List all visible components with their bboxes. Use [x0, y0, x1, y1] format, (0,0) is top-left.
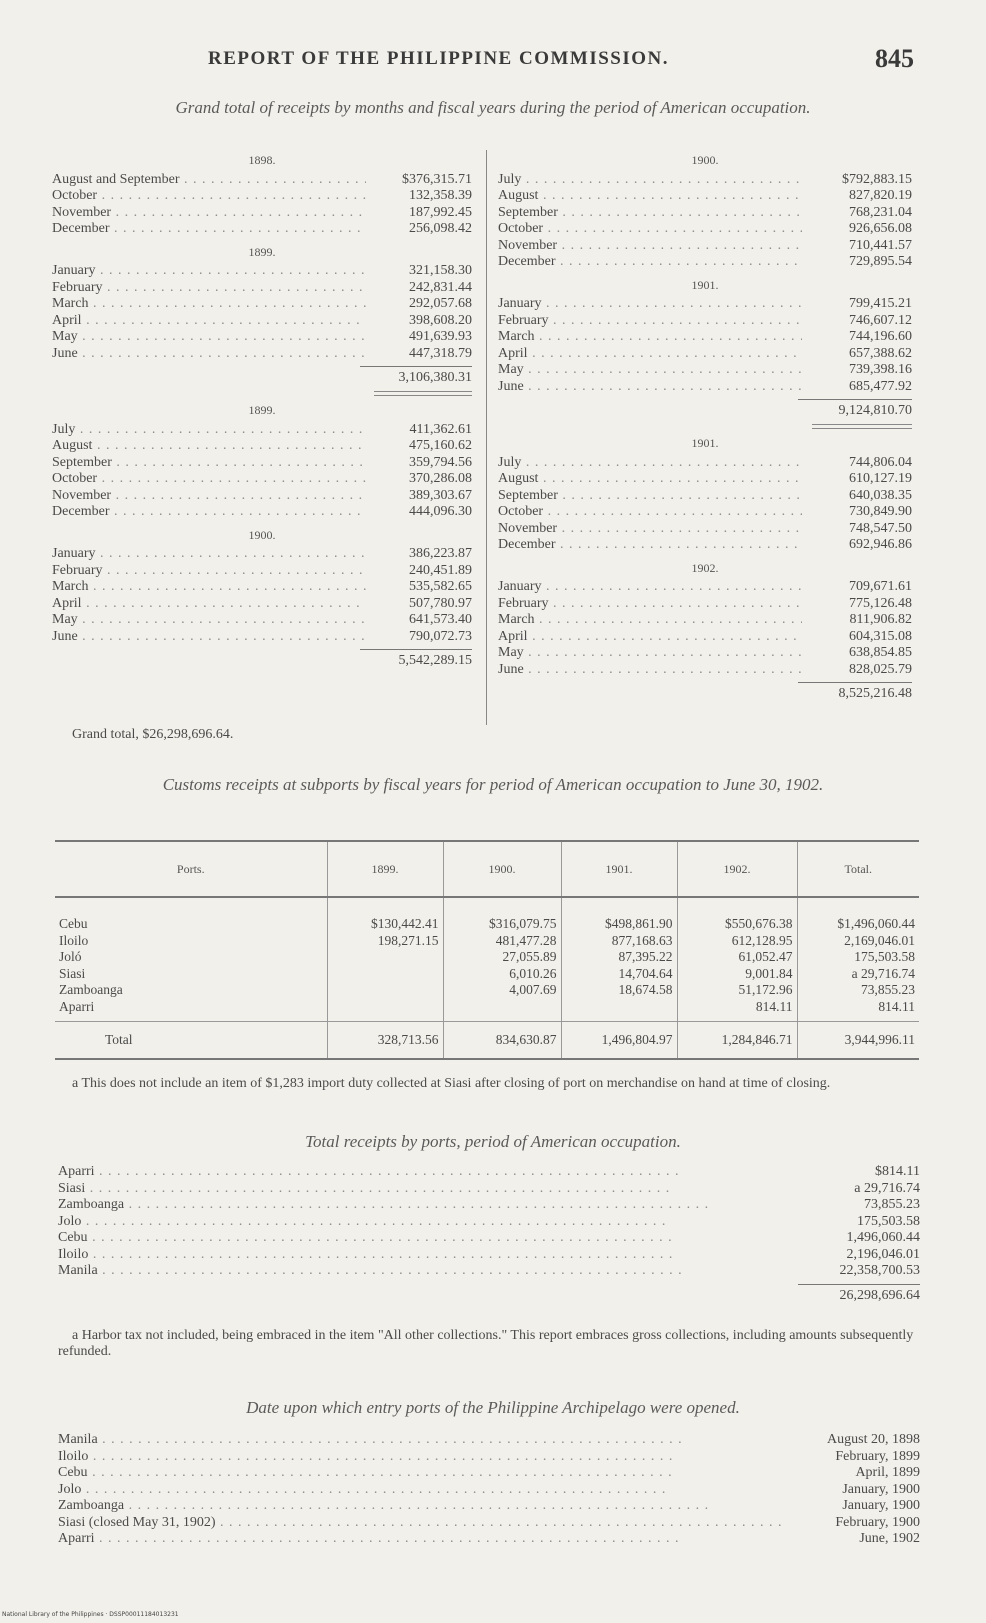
list-item: [58, 1449, 920, 1466]
item-value: January, 1900: [842, 1498, 920, 1513]
item-label: August . . .: [52, 438, 366, 455]
table-cell: 814.11: [677, 999, 797, 1022]
month-list: [52, 546, 472, 645]
item-value: 2,196,046.01: [846, 1246, 920, 1262]
list-item: [498, 221, 912, 238]
table-cell: 877,168.63: [561, 933, 677, 950]
table-cell: 612,128.95: [677, 933, 797, 950]
year-heading: 1900.: [248, 527, 276, 542]
item-value: 638,854.85: [849, 645, 912, 660]
item-value: 370,286.08: [409, 471, 472, 486]
item-value: 359,794.56: [409, 454, 472, 470]
table-cell: 73,855.23: [797, 982, 919, 999]
column-header: 1902.: [677, 841, 797, 897]
list-item: [58, 1263, 920, 1280]
item-label: January . . .: [52, 546, 366, 563]
item-value: $814.11: [875, 1164, 920, 1179]
table-cell: 328,713.56: [327, 1022, 443, 1060]
list-item: [498, 579, 912, 596]
list-item: [52, 471, 472, 488]
item-value: 768,231.04: [849, 204, 912, 220]
list-item: [58, 1181, 920, 1198]
item-label: Iloilo . . .: [58, 1247, 792, 1264]
year-heading: 1899.: [248, 403, 276, 417]
month-list: [498, 455, 912, 554]
table-cell: 27,055.89: [443, 949, 561, 966]
month-list: [52, 172, 472, 238]
table-cell: 18,674.58: [561, 982, 677, 999]
month-list: [498, 579, 912, 678]
table-row: [55, 999, 919, 1022]
item-label: June . . .: [498, 662, 802, 679]
list-item: [498, 488, 912, 505]
monthly-receipts-title: Grand total of receipts by months and fiscal years during the period of American occupation.: [175, 98, 811, 117]
item-label: March . . .: [52, 296, 366, 313]
item-label: November . . .: [498, 521, 802, 538]
table-cell: 3,944,996.11: [797, 1022, 919, 1060]
item-value: a 29,716.74: [854, 1180, 920, 1196]
item-value: 242,831.44: [409, 279, 472, 295]
customs-title: Customs receipts at subports by fiscal years for period of American occupation to June 30, 1902.: [162, 775, 824, 794]
item-value: 386,223.87: [409, 546, 472, 561]
list-item: [52, 612, 472, 629]
item-label: May . . .: [498, 645, 802, 662]
item-value: June, 1902: [859, 1531, 920, 1546]
list-item: [498, 521, 912, 538]
list-item: [498, 362, 912, 379]
item-label: February . . .: [52, 280, 366, 297]
list-item: [52, 422, 472, 439]
list-item: [58, 1247, 920, 1264]
port-name: Cebu: [59, 916, 88, 932]
list-item: [52, 188, 472, 205]
item-label: April . . .: [52, 313, 366, 330]
table-cell: $550,676.38: [677, 897, 797, 933]
year-heading: 1902.: [691, 560, 719, 575]
item-label: Cebu . . .: [58, 1465, 784, 1482]
table-row: [55, 966, 919, 983]
double-rule: [374, 391, 472, 396]
total-label: Total: [55, 1022, 327, 1060]
item-value: February, 1900: [835, 1514, 920, 1530]
item-value: 240,451.89: [409, 562, 472, 578]
list-item: [498, 537, 912, 554]
list-item: [52, 504, 472, 521]
item-value: 610,127.19: [849, 471, 912, 486]
item-label: Zamboanga . . .: [58, 1197, 792, 1214]
list-item: [58, 1498, 920, 1515]
table-cell: 1,284,846.71: [677, 1022, 797, 1060]
list-item: [52, 488, 472, 505]
table-cell: [561, 999, 677, 1022]
ports-receipts-list: [58, 1164, 920, 1305]
item-label: December . . .: [498, 537, 802, 554]
item-value: $792,883.15: [842, 171, 912, 187]
list-item: [58, 1230, 920, 1247]
double-rule: [812, 424, 912, 429]
item-label: November . . .: [498, 238, 802, 255]
table-cell: a 29,716.74: [797, 966, 919, 983]
item-label: November . . .: [52, 205, 366, 222]
table-cell: $498,861.90: [561, 897, 677, 933]
item-label: August . . .: [498, 471, 802, 488]
item-label: September . . .: [498, 488, 802, 505]
item-value: 744,196.60: [849, 329, 912, 344]
list-item: [52, 346, 472, 363]
list-item: [498, 612, 912, 629]
table-cell: 9,001.84: [677, 966, 797, 983]
item-value: 685,477.92: [849, 378, 912, 394]
page-header: [0, 46, 986, 80]
page-number: 845: [875, 44, 914, 73]
table-cell: 87,395.22: [561, 949, 677, 966]
item-label: Zamboanga . . .: [58, 1498, 784, 1515]
item-value: February, 1899: [835, 1448, 920, 1464]
item-value: 657,388.62: [849, 345, 912, 361]
item-label: July . . .: [498, 172, 802, 189]
item-label: March . . .: [52, 579, 366, 596]
item-label: October . . .: [498, 504, 802, 521]
item-label: May . . .: [498, 362, 802, 379]
item-value: 692,946.86: [849, 537, 912, 552]
list-item: [58, 1482, 920, 1499]
list-item: [498, 629, 912, 646]
list-item: [58, 1214, 920, 1231]
list-item: [52, 280, 472, 297]
list-item: [498, 455, 912, 472]
ports-total: 26,298,696.64: [798, 1284, 920, 1305]
customs-table: [55, 840, 919, 1060]
list-item: [52, 329, 472, 346]
item-label: May . . .: [52, 329, 366, 346]
column-header: 1899.: [327, 841, 443, 897]
month-list: [52, 422, 472, 521]
item-value: 256,098.42: [409, 221, 472, 236]
year-heading: 1900.: [691, 153, 719, 167]
list-item: [498, 596, 912, 613]
item-label: Jolo . . .: [58, 1214, 792, 1231]
item-label: April . . .: [498, 346, 802, 363]
item-value: $376,315.71: [402, 171, 472, 187]
item-label: November . . .: [52, 488, 366, 505]
item-label: June . . .: [498, 379, 802, 396]
list-item: [498, 662, 912, 679]
list-item: [498, 346, 912, 363]
item-label: Aparri . . .: [58, 1531, 784, 1548]
page-running-title: REPORT OF THE PHILIPPINE COMMISSION.: [208, 48, 670, 69]
list-item: [58, 1465, 920, 1482]
list-item: [52, 579, 472, 596]
list-item: [498, 313, 912, 330]
item-value: 744,806.04: [849, 454, 912, 470]
item-label: October . . .: [498, 221, 802, 238]
monthly-left-column: [52, 146, 472, 670]
list-item: [58, 1164, 920, 1181]
table-cell: $1,496,060.44: [797, 897, 919, 933]
list-item: [52, 563, 472, 580]
column-header: 1901.: [561, 841, 677, 897]
fiscal-year-total: 3,106,380.31: [360, 366, 472, 387]
item-value: January, 1900: [842, 1481, 920, 1497]
item-label: July . . .: [52, 422, 366, 439]
item-value: 729,895.54: [849, 254, 912, 269]
month-list: [498, 296, 912, 395]
list-item: [498, 238, 912, 255]
table-cell: [327, 949, 443, 966]
table-cell: 481,477.28: [443, 933, 561, 950]
year-heading: 1899.: [248, 244, 276, 259]
list-item: [52, 313, 472, 330]
item-label: Cebu . . .: [58, 1230, 792, 1247]
table-row: [55, 933, 919, 950]
item-label: September . . .: [52, 455, 366, 472]
item-label: April . . .: [52, 596, 366, 613]
list-item: [498, 379, 912, 396]
list-item: [52, 438, 472, 455]
list-item: [52, 546, 472, 563]
item-label: September . . .: [498, 205, 802, 222]
scan-credit: National Library of the Philippines · DSSP00011184013231: [2, 1611, 179, 1618]
table-cell: 198,271.15: [327, 933, 443, 950]
list-item: [498, 254, 912, 271]
list-item: [58, 1197, 920, 1214]
table-cell: 6,010.26: [443, 966, 561, 983]
item-label: Aparri . . .: [58, 1164, 792, 1181]
monthly-right-column: [498, 146, 912, 703]
grand-total: Grand total, $26,298,696.64.: [72, 727, 234, 742]
item-value: 926,656.08: [849, 221, 912, 236]
table-cell: 61,052.47: [677, 949, 797, 966]
item-label: February . . .: [498, 596, 802, 613]
table-cell: 2,169,046.01: [797, 933, 919, 950]
ports-footnote: a Harbor tax not included, being embraced in the item "All other collections." This report embraces gross collections, including amounts subsequently refunded.: [58, 1328, 914, 1359]
item-value: 748,547.50: [849, 520, 912, 536]
list-item: [58, 1515, 920, 1532]
table-row: [55, 897, 919, 933]
list-item: [498, 296, 912, 313]
item-label: January . . .: [498, 296, 802, 313]
ports-receipts-title: Total receipts by ports, period of American occupation.: [305, 1132, 681, 1151]
item-value: 507,780.97: [409, 595, 472, 611]
customs-total-row: [55, 1022, 919, 1060]
entry-ports-list: [58, 1432, 920, 1548]
table-cell: 1,496,804.97: [561, 1022, 677, 1060]
table-cell: [327, 966, 443, 983]
item-value: 187,992.45: [409, 204, 472, 220]
item-value: 475,160.62: [409, 438, 472, 453]
item-value: 730,849.90: [849, 504, 912, 519]
table-cell: 14,704.64: [561, 966, 677, 983]
item-label: January . . .: [52, 263, 366, 280]
item-value: 535,582.65: [409, 579, 472, 594]
item-value: 132,358.39: [409, 188, 472, 203]
list-item: [52, 296, 472, 313]
item-value: 641,573.40: [409, 612, 472, 627]
item-value: 739,398.16: [849, 362, 912, 377]
list-item: [52, 172, 472, 189]
port-rows: [58, 1164, 920, 1280]
port-name: Zamboanga: [59, 982, 123, 998]
year-heading: 1901.: [691, 436, 719, 450]
item-value: 22,358,700.53: [839, 1263, 920, 1278]
item-value: 389,303.67: [409, 487, 472, 503]
list-item: [498, 471, 912, 488]
item-label: March . . .: [498, 329, 802, 346]
list-item: [52, 629, 472, 646]
customs-header-row: [55, 841, 919, 897]
table-cell: 175,503.58: [797, 949, 919, 966]
table-cell: 834,630.87: [443, 1022, 561, 1060]
list-item: [52, 455, 472, 472]
item-value: 710,441.57: [849, 237, 912, 253]
table-cell: [327, 999, 443, 1022]
list-item: [58, 1432, 920, 1449]
item-value: 604,315.08: [849, 628, 912, 644]
list-item: [498, 504, 912, 521]
item-label: August and September . . .: [52, 172, 366, 189]
fiscal-year-total: 8,525,216.48: [798, 682, 912, 703]
table-cell: 4,007.69: [443, 982, 561, 999]
table-cell: 814.11: [797, 999, 919, 1022]
item-value: 827,820.19: [849, 188, 912, 203]
item-label: April . . .: [498, 629, 802, 646]
item-label: July . . .: [498, 455, 802, 472]
item-label: Siasi . . .: [58, 1181, 792, 1198]
list-item: [52, 205, 472, 222]
item-label: Jolo . . .: [58, 1482, 784, 1499]
table-cell: 51,172.96: [677, 982, 797, 999]
column-header: Ports.: [55, 841, 327, 897]
table-row: [55, 949, 919, 966]
item-value: 746,607.12: [849, 312, 912, 328]
month-list: [52, 263, 472, 362]
entry-ports-title: Date upon which entry ports of the Philippine Archipelago were opened.: [246, 1398, 740, 1417]
month-list: [498, 172, 912, 271]
item-label: February . . .: [52, 563, 366, 580]
item-value: 828,025.79: [849, 661, 912, 677]
port-name: Aparri: [59, 998, 95, 1014]
list-item: [58, 1531, 920, 1548]
item-value: 73,855.23: [864, 1197, 920, 1212]
list-item: [52, 263, 472, 280]
item-label: December . . .: [52, 504, 366, 521]
item-value: 491,639.93: [409, 329, 472, 344]
item-label: February . . .: [498, 313, 802, 330]
port-name: Iloilo: [59, 932, 89, 948]
fiscal-year-total: 9,124,810.70: [798, 399, 912, 420]
column-divider: [486, 150, 487, 725]
item-value: 709,671.61: [849, 579, 912, 594]
item-value: 321,158.30: [409, 263, 472, 278]
item-value: 292,057.68: [409, 296, 472, 311]
item-value: 398,608.20: [409, 312, 472, 328]
item-value: 175,503.58: [857, 1213, 920, 1229]
item-label: May . . .: [52, 612, 366, 629]
date-rows: [58, 1432, 920, 1548]
table-cell: [327, 982, 443, 999]
list-item: [52, 221, 472, 238]
table-cell: [443, 999, 561, 1022]
year-heading: 1901.: [691, 277, 719, 292]
list-item: [498, 188, 912, 205]
item-label: December . . .: [498, 254, 802, 271]
item-label: January . . .: [498, 579, 802, 596]
list-item: [52, 596, 472, 613]
item-value: 447,318.79: [409, 345, 472, 361]
item-label: June . . .: [52, 346, 366, 363]
port-name: Joló: [59, 949, 82, 965]
item-value: August 20, 1898: [827, 1432, 920, 1447]
column-header: 1900.: [443, 841, 561, 897]
table-row: [55, 982, 919, 999]
item-label: August . . .: [498, 188, 802, 205]
year-heading: 1898.: [248, 153, 276, 167]
item-value: 411,362.61: [409, 421, 472, 437]
customs-footnote: a This does not include an item of $1,283 import duty collected at Siasi after closing of port on merchandise on hand at time of closing.: [72, 1076, 831, 1091]
port-name: Siasi: [59, 965, 86, 981]
list-item: [498, 329, 912, 346]
item-value: 775,126.48: [849, 595, 912, 611]
item-label: Iloilo . . .: [58, 1449, 784, 1466]
list-item: [498, 645, 912, 662]
table-cell: $130,442.41: [327, 897, 443, 933]
customs-body: [55, 897, 919, 1022]
column-header: Total.: [797, 841, 919, 897]
item-label: March . . .: [498, 612, 802, 629]
item-label: Manila . . .: [58, 1432, 784, 1449]
fiscal-year-total: 5,542,289.15: [360, 649, 472, 670]
list-item: [498, 205, 912, 222]
item-value: 640,038.35: [849, 487, 912, 503]
item-value: 811,906.82: [849, 612, 912, 627]
item-value: 1,496,060.44: [846, 1230, 920, 1245]
item-label: Siasi (closed May 31, 1902) . . .: [58, 1515, 784, 1532]
item-value: 790,072.73: [409, 628, 472, 644]
item-value: 799,415.21: [849, 296, 912, 311]
table-cell: $316,079.75: [443, 897, 561, 933]
item-label: October . . .: [52, 471, 366, 488]
item-value: April, 1899: [855, 1465, 920, 1480]
item-label: October . . .: [52, 188, 366, 205]
item-label: December . . .: [52, 221, 366, 238]
item-label: June . . .: [52, 629, 366, 646]
list-item: [498, 172, 912, 189]
item-label: Manila . . .: [58, 1263, 792, 1280]
item-value: 444,096.30: [409, 504, 472, 519]
